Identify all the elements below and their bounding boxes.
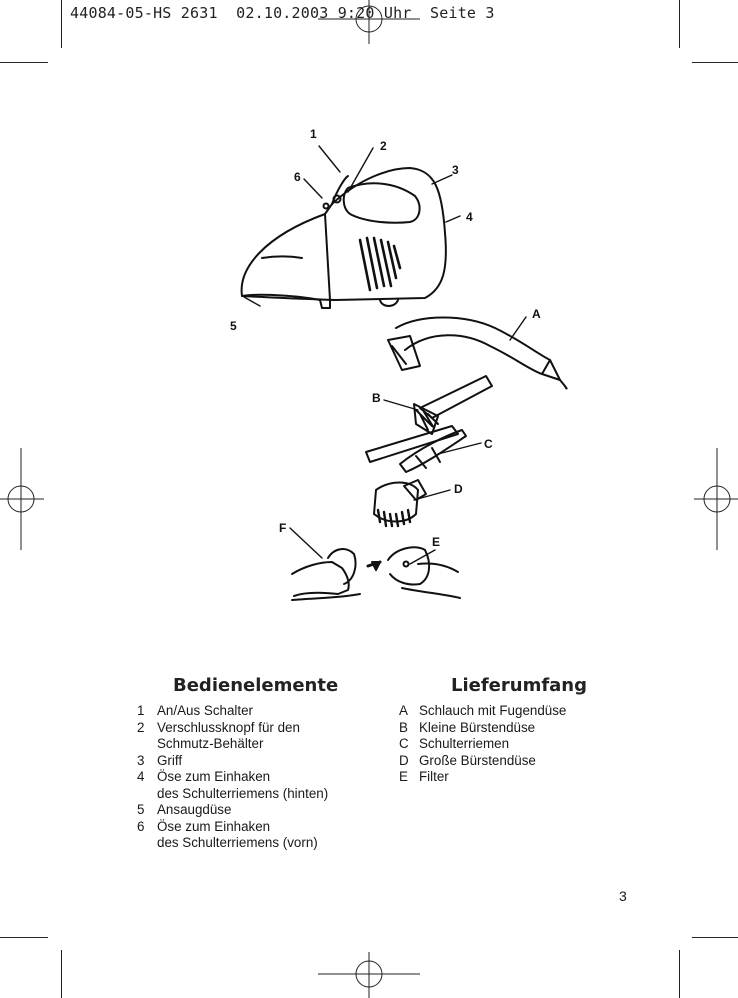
registration-mark-right xyxy=(694,448,738,550)
item-text: des Schulterriemens (vorn) xyxy=(157,835,318,850)
item-number: 3 xyxy=(137,752,145,768)
callout-2: 2 xyxy=(380,139,387,153)
item-letter: A xyxy=(399,703,408,718)
callout-6: 6 xyxy=(294,170,301,184)
item-text: Filter xyxy=(419,769,449,784)
registration-mark-left xyxy=(0,448,44,550)
list-item xyxy=(137,819,328,836)
crop-mark xyxy=(0,937,48,938)
list-item xyxy=(399,769,566,786)
controls-heading: Bedienelemente xyxy=(173,675,339,696)
item-text: Öse zum Einhaken xyxy=(157,769,271,784)
item-text: An/Aus Schalter xyxy=(157,703,254,718)
list-item-continuation xyxy=(137,786,328,803)
item-text: Ansaugdüse xyxy=(157,802,232,817)
item-number: 1 xyxy=(137,703,145,718)
callout-F: F xyxy=(279,521,287,535)
item-text: Schmutz-Behälter xyxy=(157,736,264,751)
item-number: 4 xyxy=(137,769,145,784)
list-item xyxy=(137,802,328,819)
callout-4: 4 xyxy=(466,210,473,224)
callout-D: D xyxy=(454,482,463,496)
list-item xyxy=(399,736,566,753)
list-item xyxy=(137,720,328,737)
item-text: Große Bürstendüse xyxy=(419,752,536,768)
crop-mark xyxy=(692,937,738,938)
crop-mark xyxy=(61,950,62,998)
list-item xyxy=(399,753,566,770)
page-number: 3 xyxy=(619,888,627,904)
callout-1: 1 xyxy=(310,127,317,141)
list-item-continuation xyxy=(137,835,328,852)
list-item xyxy=(137,753,328,770)
callout-3: 3 xyxy=(452,163,459,177)
crop-mark xyxy=(61,0,62,48)
large-brush-drawing xyxy=(374,480,426,526)
crop-mark xyxy=(679,950,680,998)
crop-mark xyxy=(692,62,738,63)
filter-hands-drawing xyxy=(292,547,460,600)
callout-A: A xyxy=(532,307,541,321)
item-text: Kleine Bürstendüse xyxy=(419,719,536,735)
list-item xyxy=(399,720,566,737)
shoulder-strap-drawing xyxy=(366,426,466,472)
leader-lines xyxy=(244,146,526,564)
item-letter: E xyxy=(399,769,408,784)
item-letter: B xyxy=(399,719,408,735)
list-item xyxy=(399,703,566,720)
item-number: 5 xyxy=(137,802,145,817)
small-brush-drawing xyxy=(414,376,492,434)
registration-mark-bottom xyxy=(318,952,420,998)
item-text: Griff xyxy=(157,752,183,768)
item-letter: C xyxy=(399,736,409,751)
list-item xyxy=(137,703,328,720)
callout-E: E xyxy=(432,535,441,549)
handheld-vacuum-drawing xyxy=(242,168,446,308)
registration-mark-top xyxy=(318,0,420,44)
crop-mark xyxy=(0,62,48,63)
scope-heading: Lieferumfang xyxy=(451,675,588,696)
controls-list xyxy=(137,703,328,852)
item-text: Verschlussknopf für den xyxy=(157,719,300,735)
list-item-continuation xyxy=(137,736,328,753)
item-text: Öse zum Einhaken xyxy=(157,818,271,834)
scope-list xyxy=(399,703,566,786)
print-slug: 44084-05-HS 2631 02.10.2003 9:20 Uhr Seite 3 xyxy=(70,4,495,22)
list-item xyxy=(137,769,328,786)
item-text: Schulterriemen xyxy=(419,736,510,751)
item-number: 2 xyxy=(137,719,145,735)
vacuum-illustration xyxy=(220,118,580,616)
item-number: 6 xyxy=(137,818,145,834)
item-text: Schlauch mit Fugendüse xyxy=(419,703,567,718)
callout-5: 5 xyxy=(230,319,237,333)
hose-drawing xyxy=(388,318,567,389)
item-text: des Schulterriemens (hinten) xyxy=(157,785,329,801)
callout-B: B xyxy=(372,391,381,405)
item-letter: D xyxy=(399,752,409,768)
crop-mark xyxy=(679,0,680,48)
callout-C: C xyxy=(484,437,493,451)
